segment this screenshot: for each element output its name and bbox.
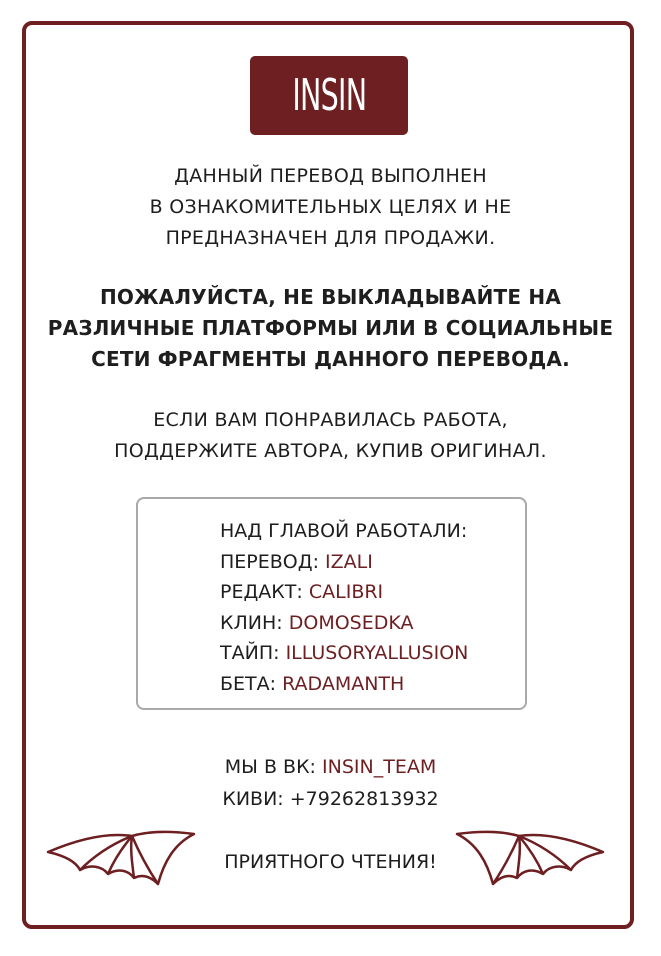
qiwi-label: КИВИ: xyxy=(222,788,284,810)
warning-line-3: СЕТИ ФРАГМЕНТЫ ДАННОГО ПЕРЕВОДА. xyxy=(91,347,570,371)
credits-box xyxy=(136,497,527,710)
contacts xyxy=(0,751,661,815)
credits-title: НАД ГЛАВОЙ РАБОТАЛИ: xyxy=(220,520,468,542)
logo-text: INSIN xyxy=(292,70,366,121)
team-logo xyxy=(250,56,408,135)
notice-text xyxy=(0,161,661,254)
support-line-2: ПОДДЕРЖИТЕ АВТОРА, КУПИВ ОРИГИНАЛ. xyxy=(114,440,547,462)
notice-line-1: ДАННЫЙ ПЕРЕВОД ВЫПОЛНЕН xyxy=(174,165,487,187)
credit-row-translation xyxy=(220,547,468,578)
warning-text xyxy=(0,282,661,375)
notice-line-3: ПРЕДНАЗНАЧЕН ДЛЯ ПРОДАЖИ. xyxy=(165,227,496,249)
qiwi-line xyxy=(0,783,661,815)
credit-row-editor xyxy=(220,577,468,608)
credit-row-typesetter xyxy=(220,638,468,669)
warning-line-1: ПОЖАЛУЙСТА, НЕ ВЫКЛАДЫВАЙТЕ НА xyxy=(99,285,562,309)
warning-line-2: РАЗЛИЧНЫЕ ПЛАТФОРМЫ ИЛИ В СОЦИАЛЬНЫЕ xyxy=(47,316,614,340)
credit-role: БЕТА: xyxy=(220,672,277,695)
credit-name: IZALI xyxy=(325,550,373,573)
credit-name: RADAMANTH xyxy=(282,672,405,695)
support-line-1: ЕСЛИ ВАМ ПОНРАВИЛАСЬ РАБОТА, xyxy=(153,409,508,431)
credit-name: DOMOSEDKA xyxy=(288,611,414,634)
credit-role: КЛИН: xyxy=(220,611,283,634)
credit-role: ТАЙП: xyxy=(220,642,280,664)
vk-line xyxy=(0,751,661,783)
closing-text: ПРИЯТНОГО ЧТЕНИЯ! xyxy=(224,851,437,873)
credit-row-cleaner xyxy=(220,608,468,639)
vk-label: МЫ В ВК: xyxy=(224,756,316,778)
credit-role: РЕДАКТ: xyxy=(220,581,303,603)
notice-line-2: В ОЗНАКОМИТЕЛЬНЫХ ЦЕЛЯХ И НЕ xyxy=(149,196,512,218)
credit-name: CALIBRI xyxy=(308,581,384,603)
vk-link[interactable]: INSIN_TEAM xyxy=(322,756,437,778)
credit-name: ILLUSORYALLUSION xyxy=(285,642,469,664)
credit-role: ПЕРЕВОД: xyxy=(220,550,319,573)
qiwi-number: +79262813932 xyxy=(289,788,439,810)
credit-row-beta xyxy=(220,669,468,700)
support-text xyxy=(0,405,661,467)
